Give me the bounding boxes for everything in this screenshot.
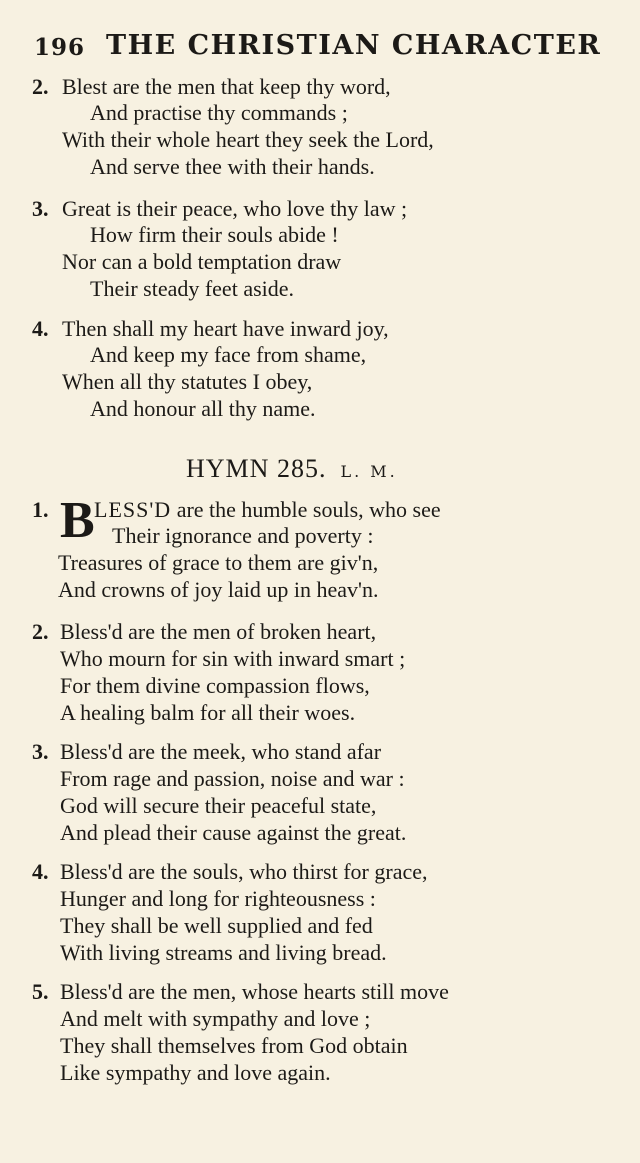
verse-line: Then shall my heart have inward joy, bbox=[62, 316, 389, 341]
verse-line: From rage and passion, noise and war : bbox=[60, 766, 405, 791]
verse-line: Like sympathy and love again. bbox=[60, 1060, 331, 1085]
verse-line: They shall themselves from God obtain bbox=[60, 1033, 408, 1058]
verse-line: Hunger and long for righteousness : bbox=[60, 886, 376, 911]
verse-line: Bless'd are the men, whose hearts still move bbox=[60, 979, 449, 1004]
verse-line: And serve thee with their hands. bbox=[90, 154, 375, 179]
verse-line: Great is their peace, who love thy law ; bbox=[62, 196, 408, 221]
first-word: LESS'D bbox=[94, 497, 172, 522]
verse-line: Their steady feet aside. bbox=[90, 276, 295, 301]
verse-number: 1. bbox=[32, 497, 49, 522]
drop-cap: B bbox=[60, 492, 95, 549]
verse-line: They shall be well supplied and fed bbox=[60, 913, 373, 938]
page-number: 196 bbox=[34, 34, 86, 61]
verse-number: 5. bbox=[32, 979, 49, 1004]
verse-line: A healing balm for all their woes. bbox=[60, 700, 356, 725]
verse-line: Who mourn for sin with inward smart ; bbox=[60, 646, 406, 671]
verse-line: With living streams and living bread. bbox=[60, 940, 387, 965]
verse-line: Nor can a bold temptation draw bbox=[62, 249, 342, 274]
verse-line: When all thy statutes I obey, bbox=[62, 369, 313, 394]
verse-line: God will secure their peaceful state, bbox=[60, 793, 377, 818]
verse-line: How firm their souls abide ! bbox=[90, 222, 339, 247]
verse-line: Bless'd are the men of broken heart, bbox=[60, 619, 377, 644]
verse-line: Treasures of grace to them are giv'n, bbox=[58, 550, 379, 575]
verse-number: 3. bbox=[32, 739, 49, 764]
hymn-title bbox=[186, 454, 398, 484]
verse-line: Bless'd are the souls, who thirst for grace, bbox=[60, 859, 428, 884]
running-head: THE CHRISTIAN CHARACTER bbox=[106, 30, 602, 61]
hymn-meter: L. M. bbox=[340, 462, 398, 481]
verse-number: 2. bbox=[32, 74, 49, 99]
verse-line: And plead their cause against the great. bbox=[60, 820, 407, 845]
hymn-title-text: HYMN 285. bbox=[186, 454, 327, 483]
verse-number: 2. bbox=[32, 619, 49, 644]
verse-line: Blest are the men that keep thy word, bbox=[62, 74, 391, 99]
verse-line: are the humble souls, who see bbox=[176, 497, 441, 522]
page-header bbox=[34, 28, 602, 68]
verse-line: For them divine compassion flows, bbox=[60, 673, 370, 698]
verse-line: And practise thy commands ; bbox=[90, 100, 348, 125]
verse-number: 4. bbox=[32, 316, 49, 341]
verse-line: And keep my face from shame, bbox=[90, 342, 367, 367]
verse-line: And crowns of joy laid up in heav'n. bbox=[58, 577, 379, 602]
verse-line: And melt with sympathy and love ; bbox=[60, 1006, 371, 1031]
verse-line: Their ignorance and poverty : bbox=[112, 523, 374, 548]
verse-line: With their whole heart they seek the Lord, bbox=[62, 127, 434, 152]
verse-number: 3. bbox=[32, 196, 49, 221]
verse-line: And honour all thy name. bbox=[90, 396, 316, 421]
verse-line: Bless'd are the meek, who stand afar bbox=[60, 739, 382, 764]
verse-number: 4. bbox=[32, 859, 49, 884]
